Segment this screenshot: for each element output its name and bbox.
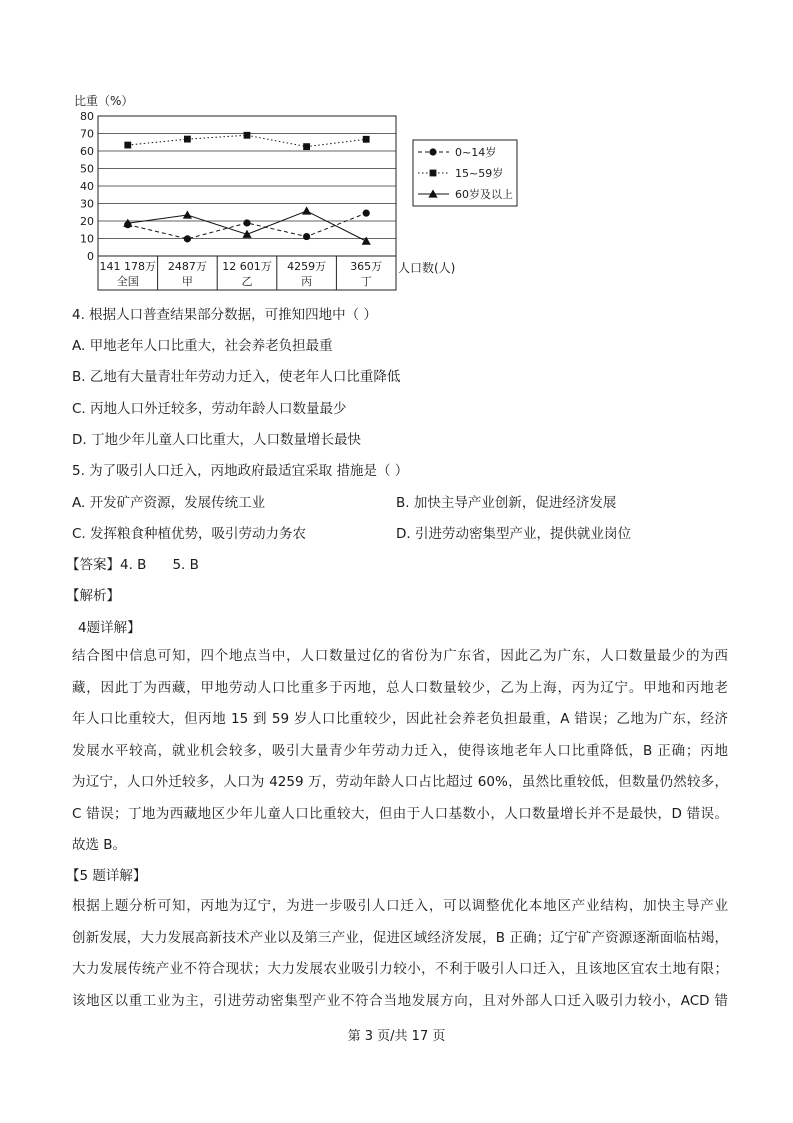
question-4-stem: 4. 根据人口普查结果部分数据，可推知四地中（ ） [72, 307, 377, 323]
category-region: 丙 [301, 275, 313, 288]
data-point [243, 219, 250, 226]
chart-legend [413, 140, 517, 206]
detail-4-line: 发展水平较高，就业机会较多，吸引大量青少年劳动力迁入，使得该地老年人口比重降低，B 正确；丙地 [72, 742, 728, 759]
detail-5-body [72, 891, 728, 1017]
y-tick-label: 70 [80, 127, 94, 141]
detail-4-conclusion: 故选 B。 [72, 837, 127, 853]
detail-4-line: C 错误；丁地为西藏地区少年儿童人口比重较大，但由于人口基数小，人口数量增长并不是最快，D 错误。 [72, 805, 728, 822]
q5-option-d: D. 引进劳动密集型产业，提供就业岗位 [396, 526, 631, 542]
category-region: 乙 [241, 275, 253, 288]
detail-5-line: 大力发展传统产业不符合现状；大力发展农业吸引力较小，不利于吸引人口迁入，且该地区宜农土地有限； [72, 961, 728, 977]
q4-option-a: A. 甲地老年人口比重大，社会养老负担最重 [72, 338, 333, 354]
chart-series [123, 132, 371, 245]
category-population: 141 178万 [99, 260, 157, 273]
category-region: 甲 [181, 275, 193, 288]
data-point [363, 210, 370, 217]
data-point [183, 210, 192, 218]
detail-4-line: 年人口比重较大，但丙地 15 到 59 岁人口比重较少，因此社会养老负担最重，A 错误；乙地为广东，经济 [72, 711, 728, 727]
page-footer: 第 3 页/共 17 页 [347, 1029, 446, 1044]
category-region: 丁 [360, 275, 372, 288]
q5-option-b: B. 加快主导产业创新，促进经济发展 [396, 495, 617, 511]
category-region: 全国 [116, 275, 139, 288]
q5-option-c: C. 发挥粮食种植优势，吸引劳动力务农 [72, 526, 307, 542]
detail-5-line: 根据上题分析可知，丙地为辽宁，为进一步吸引人口迁入，可以调整优化本地区产业结构，加快主导产业 [72, 898, 728, 914]
y-tick-label: 0 [87, 250, 94, 263]
answer-5: 5. B [172, 557, 199, 573]
data-point [124, 142, 131, 149]
data-point [363, 136, 370, 143]
analysis-label: 【解析】 [66, 588, 120, 604]
answer-4: 4. B [120, 557, 147, 573]
detail-5-line: 该地区以重工业为主，引进劳动密集型产业不符合当地发展方向，且对外部人口迁入吸引力较小，ACD 错 [72, 992, 728, 1009]
legend-marker [429, 148, 436, 155]
data-point [242, 230, 251, 238]
detail-4-line: 为辽宁，人口外迁较多，人口为 4259 万，劳动年龄人口占比超过 60%，虽然比重较低，但数量仍然较多， [72, 774, 728, 790]
detail-5-title: 【5 题详解】 [66, 868, 147, 884]
detail-4-body [72, 641, 728, 830]
q4-option-c: C. 丙地人口外迁较多，劳动年龄人口数量最少 [72, 401, 347, 417]
population-chart [60, 88, 540, 298]
category-population: 365万 [350, 260, 383, 273]
x-axis [98, 256, 396, 290]
detail-4-title: 4题详解】 [78, 620, 141, 636]
chart-xlabel: 人口数(人) [398, 261, 456, 275]
q4-option-d: D. 丁地少年儿童人口比重大，人口数量增长最快 [72, 432, 361, 448]
y-tick-label: 80 [80, 110, 94, 123]
data-point [184, 235, 191, 242]
data-point [362, 237, 371, 245]
y-tick-label: 20 [80, 215, 94, 228]
legend-label: 15~59岁 [455, 167, 504, 180]
y-tick-label: 40 [80, 180, 94, 193]
detail-4-line: 藏，因此丁为西藏，甲地劳动人口比重多于丙地，总人口数量较少，乙为上海，丙为辽宁。甲地和丙地老 [72, 679, 728, 696]
category-population: 2487万 [167, 260, 207, 273]
question-5-stem: 5. 为了吸引人口迁入，丙地政府最适宜采取 措施是（ ） [72, 463, 409, 479]
data-point [302, 206, 311, 214]
data-point [303, 143, 310, 150]
chart-ylabel: 比重（%） [74, 94, 134, 108]
category-population: 4259万 [287, 260, 327, 273]
answer-line [66, 556, 199, 574]
y-axis [80, 110, 94, 263]
y-tick-label: 50 [80, 162, 94, 176]
y-tick-label: 30 [80, 197, 94, 211]
data-point [303, 233, 310, 240]
y-tick-label: 10 [80, 232, 94, 246]
legend-marker [430, 170, 437, 177]
legend-label: 0~14岁 [455, 146, 497, 159]
q4-option-b: B. 乙地有大量青壮年劳动力迁入，使老年人口比重降低 [72, 369, 401, 385]
data-point [184, 136, 191, 143]
answer-label: 【答案】 [66, 557, 120, 573]
detail-4-line: 结合图中信息可知，四个地点当中，人口数量过亿的省份为广东省，因此乙为广东，人口数量最少的为西 [72, 648, 728, 664]
legend-label: 60岁及以上 [455, 188, 513, 201]
category-population: 12 601万 [222, 260, 272, 273]
q5-option-a: A. 开发矿产资源，发展传统工业 [72, 495, 266, 511]
detail-5-line: 创新发展，大力发展高新技术产业以及第三产业，促进区域经济发展，B 正确；辽宁矿产资源逐渐面临枯竭， [72, 929, 728, 946]
y-tick-label: 60 [80, 145, 94, 158]
data-point [244, 132, 251, 139]
